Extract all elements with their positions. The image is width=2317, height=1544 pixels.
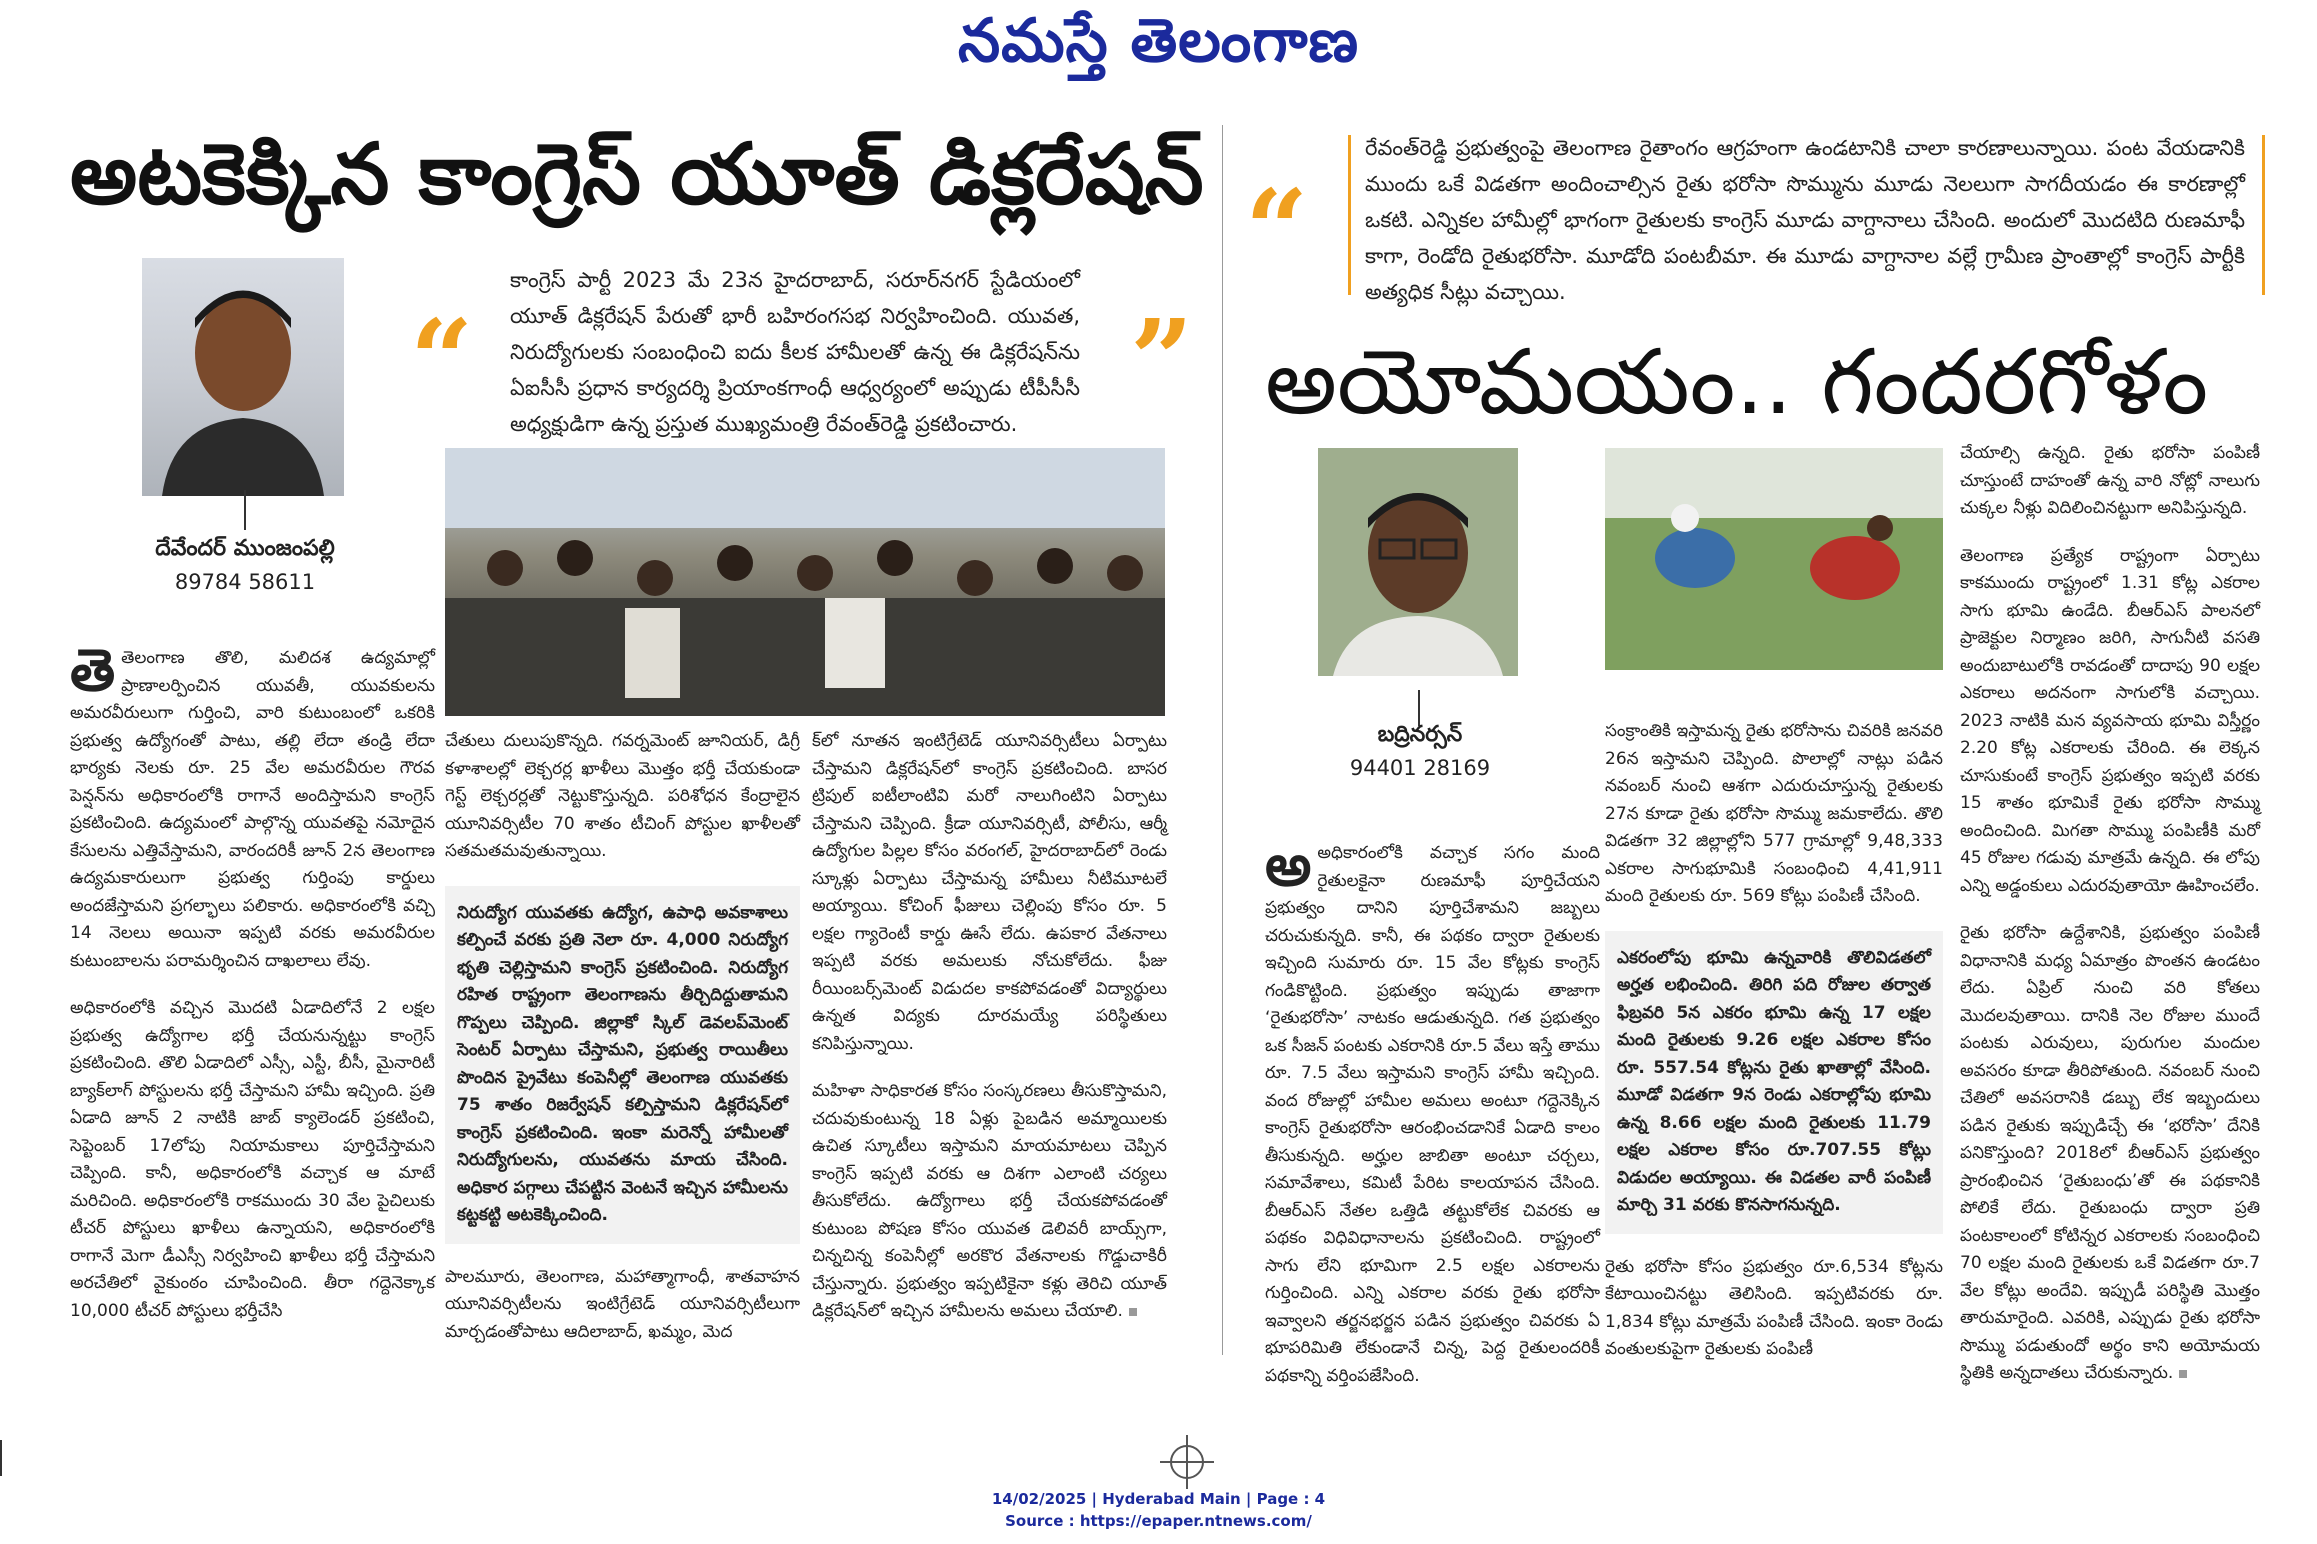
right-col3-para2: తెలంగాణ ప్రత్యేక రాష్ట్రంగా ఏర్పాటు కాకముందు రాష్ట్రంలో 1.31 కోట్ల ఎకరాల సాగు భూమి ఉండేది. బీఆర్‌ఎస్ పాలనలో ప్రాజెక్టుల నిర్మాణం జరిగి, సాగునీటి వసతి అందుబాటులోకి రావడంతో దాదాపు 90 లక్షల ఎకరాలు అదనంగా సాగులోకి వచ్చాయి. 2023 నాటికి మన వ్యవసాయ భూమి విస్తీర్ణం 2.20 కోట్ల ఎకరాలకు చేరింది. ఈ లెక్కన చూసుకుంటే కాంగ్రెస్ ప్రభుత్వం ఇప్పటి వరకు 15 శాతం భూమికే రైతు భరోసా సొమ్ము అందించింది. మిగతా సొమ్ము పంపిణీకి మరో 45 రోజుల గడువు మాత్రమే ఉన్నది. ఈ లోపు ఎన్ని అడ్డంకులు ఎదురవుతాయో ఊహించలేం.	[1960, 545, 2260, 896]
byline-rule-right	[1418, 690, 1420, 726]
right-col2-highlight-box: ఎకరంలోపు భూమి ఉన్నవారికి తొలివిడతలో అర్హత లభించింది. తిరిగి పది రోజుల తర్వాత ఫిబ్రవరి 5న ఎకరం భూమి ఉన్న 17 లక్షల మంది రైతులకు 9.26 లక్షల ఎకరాల కోసం రూ. 557.54 కోట్లను రైతు ఖాతాల్లో వేసింది. మూడో విడతగా 9న రెండు ఎకరాల్లోపు భూమి ఉన్న 8.66 లక్షల మంది రైతులకు 11.79 లక్షల ఎకరాల కోసం రూ.707.55 కోట్లు విడుదల అయ్యాయి. ఈ విడతల వారీ పంపిణీ మార్చి 31 వరకు కొనసాగనున్నది.	[1605, 931, 1943, 1234]
intro-left-rule	[1348, 135, 1351, 295]
left-headline: అటకెక్కిన కాంగ్రెస్ యూత్ డిక్లరేషన్	[70, 125, 1204, 223]
farm-illustration	[1605, 448, 1943, 670]
crowd-illustration	[445, 448, 1165, 716]
author-name: దేవేందర్ ముంజంపల్లి	[155, 536, 335, 561]
left-col2-highlight-box: నిరుద్యోగ యువతకు ఉద్యోగ, ఉపాధి అవకాశాలు కల్పించే వరకు ప్రతి నెలా రూ. 4,000 నిరుద్యోగ భృతి చెల్లిస్తామని కాంగ్రెస్ ప్రకటించింది. నిరుద్యోగ రహిత రాష్ట్రంగా తెలంగాణను తీర్చిదిద్దుతామని గొప్పలు చెప్పింది. జిల్లాకో స్కిల్ డెవలప్‌మెంట్ సెంటర్ ఏర్పాటు చేస్తామని, ప్రభుత్వ రాయితీలు పొందిన ప్రైవేటు కంపెనీల్లో తెలంగాణ యువతకు 75 శాతం రిజర్వేషన్ కల్పిస్తామని డిక్లరేషన్‌లో కాంగ్రెస్ ప్రకటించింది. ఇంకా మరెన్నో హామీలతో నిరుద్యోగులను, యువతను మాయ చేసింది. అధికార పగ్గాలు చేపట్టిన వెంటనే ఇచ్చిన హామీలను కట్టకట్టి అటకెక్కించింది.	[445, 886, 800, 1244]
left-col2-para1: చేతులు దులుపుకొన్నది. గవర్నమెంట్ జూనియర్, డిగ్రీ కళాశాలల్లో లెక్చరర్ల ఖాళీలు మొత్తం భర్తీ చేయకుండా గెస్ట్ లెక్చరర్లతో నెట్టుకొస్తున్నది. పరిశోధన కేంద్రాలైన యూనివర్సిటీల 70 శాతం టీచింగ్ పోస్టుల ఖాళీలతో సతమతమవుతున్నాయి.	[445, 731, 800, 861]
left-col1-para2: అధికారంలోకి వచ్చిన మొదటి ఏడాదిలోనే 2 లక్షల ప్రభుత్వ ఉద్యోగాల భర్తీ చేయనున్నట్టు కాంగ్రెస్ ప్రకటించింది. తొలి ఏడాదిలో ఎస్సీ, ఎస్టీ, బీసీ, మైనారిటీ బ్యాక్‌లాగ్ పోస్టులను భర్తీ చేస్తామని హామీ ఇచ్చింది. ప్రతి ఏడాది జూన్ 2 నాటికి జాబ్ క్యాలెండర్ ప్రకటించి, సెప్టెంబర్ 17లోపు నియామకాలు పూర్తిచేస్తామని చెప్పింది. కానీ, అధికారంలోకి వచ్చాక ఆ మాటే మరిచింది. అధికారంలోకి రాకముందు 30 వేల పైచిలుకు టీచర్ పోస్టులు ఖాళీలు ఉన్నాయని, అధికారంలోకి రాగానే మెగా డీఎస్సీ నిర్వహించి ఖాళీలు భర్తీ చేస్తామని అరచేతిలో వైకుంఠం చూపించింది. తీరా గద్దెనెక్కాక 10,000 టీచర్ పోస్టులు భర్తీచేసి	[70, 998, 435, 1321]
right-column-3	[1960, 440, 2260, 1408]
farmers-field-photo	[1605, 448, 1943, 670]
left-col1-para1: తెలంగాణ తొలి, మలిదశ ఉద్యమాల్లో ప్రాణాలర్పించిన యువతీ, యువకులను అమరవీరులుగా గుర్తించి, వారి కుటుంబంలో ఒకరికి ప్రభుత్వ ఉద్యోగంతో పాటు, తల్లి లేదా తండ్రి లేదా భార్యకు నెలకు రూ. 25 వేల అమరవీరుల గౌరవ పెన్షన్‌ను అధికారంలోకి రాగానే అందిస్తామని కాంగ్రెస్ ప్రకటించింది. ఉద్యమంలో పాల్గొన్న యువతపై నమోదైన కేసులను ఎత్తివేస్తామని, వారందరికీ జూన్ 2న తెలంగాణ ఉద్యమకారులుగా ప్రభుత్వ గుర్తింపు కార్డులు అందజేస్తామని ప్రగల్భాలు పలికారు. అధికారంలోకి వచ్చి 14 నెలలు అయినా ఇప్పటి వరకు అమరవీరుల కుటుంబాలను పరామర్శించిన దాఖలాలు లేవు.	[70, 648, 435, 971]
right-column-1	[1265, 831, 1600, 1410]
right-byline	[1300, 722, 1540, 780]
left-column-3	[812, 728, 1167, 1346]
left-col3-para2: మహిళా సాధికారత కోసం సంస్కరణలు తీసుకొస్తామని, చదువుకుంటున్న 18 ఏళ్లు పైబడిన అమ్మాయిలకు ఉచిత స్కూటీలు ఇస్తామని మాయమాటలు చెప్పిన కాంగ్రెస్ ఇప్పటి వరకు ఆ దిశగా ఎలాంటి చర్యలు తీసుకోలేదు. ఉద్యోగాలు భర్తీ చేయకపోవడంతో కుటుంబ పోషణ కోసం యువత డెలివరీ బాయ్స్‌గా, చిన్నచిన్న కంపెనీల్లో అరకొర వేతనాలకు గొడ్డుచాకిరీ చేస్తున్నారు. ప్రభుత్వం ఇప్పటికైనా కళ్లు తెరిచి యూత్ డిక్లరేషన్‌లో ఇచ్చిన హామీలను అమలు చేయాలి.	[812, 1081, 1167, 1321]
left-byline	[120, 536, 370, 594]
author-phone-right: 94401 28169	[1349, 756, 1491, 780]
portrait-illustration	[142, 258, 344, 496]
right-intro: రేవంత్‌రెడ్డి ప్రభుత్వంపై తెలంగాణ రైతాంగం ఆగ్రహంగా ఉండటానికి చాలా కారణాలున్నాయి. పంట వేయడానికి ముందు ఒకే విడతగా అందించాల్సిన రైతు భరోసా సొమ్మును మూడు నెలలుగా సాగదీయడం ఈ కారణాల్లో ఒకటి. ఎన్నికల హామీల్లో భాగంగా రైతులకు కాంగ్రెస్ మూడు వాగ్దానాలు చేసింది. అందులో మొదటిది రుణమాఫీ కాగా, రెండోది రైతుభరోసా. మూడోది పంటబీమా. ఈ మూడు వాగ్దానాల వల్లే గ్రామీణ ప్రాంతాల్లో కాంగ్రెస్ పార్టీకి అత్యధిక సీట్లు వచ్చాయి.	[1365, 136, 2245, 304]
left-column-1	[70, 636, 435, 1345]
crop-mark	[0, 1440, 2, 1476]
end-mark-icon-right	[2179, 1370, 2187, 1378]
intro-right-rule	[2262, 135, 2265, 295]
author-name-right: బద్రినర్సన్	[1377, 722, 1463, 747]
author-photo-devender	[142, 258, 344, 496]
footer-source-link[interactable]: Source : https://epaper.ntnews.com/	[1005, 1512, 1312, 1530]
right-col3-para1: చేయాల్సి ఉన్నది. రైతు భరోసా పంపిణీ చూస్తుంటే దాహంతో ఉన్న వారి నోట్లో నాలుగు చుక్కల నీళ్లు విదిలించినట్టుగా అనిపిస్తున్నది.	[1960, 443, 2260, 518]
portrait-illustration-2	[1318, 448, 1518, 676]
dropcap-right: అ	[1265, 831, 1312, 899]
left-col3-para1: క్‌లో నూతన ఇంటిగ్రేటెడ్ యూనివర్సిటీలు ఏర్పాటు చేస్తామని డిక్లరేషన్‌లో కాంగ్రెస్ ప్రకటించింది. బాసర ట్రిపుల్ ఐటీలాంటివి మరో నాలుగింటిని ఏర్పాటు చేస్తామని చెప్పింది. క్రీడా యూనివర్సిటీ, పోలీసు, ఆర్మీ ఉద్యోగుల పిల్లల కోసం వరంగల్, హైదరాబాద్‌లో రెండు స్కూళ్లు ఏర్పాటు చేస్తామన్న హామీలు నీటిమూటలే అయ్యాయి. కోచింగ్ ఫీజులు చెల్లింపు కోసం రూ. 5 లక్షల గ్యారెంటీ కార్డు ఊసే లేదు. ఉపకార వేతనాలు ఇప్పటి వరకు అమలుకు నోచుకోలేదు. ఫీజు రీయింబర్స్‌మెంట్ విడుదల కాకపోవడంతో విద్యార్థులు ఉన్నత విద్యకు దూరమయ్యే పరిస్థితులు కనిపిస్తున్నాయి.	[812, 731, 1167, 1054]
right-col2-para1: సంక్రాంతికి ఇస్తామన్న రైతు భరోసాను చివరికి జనవరి 26న ఇస్తామని చెప్పింది. పొలాల్లో నాట్లు పడిన నవంబర్ నుంచి ఆశగా ఎదురుచూస్తున్న రైతులకు 27న కూడా రైతు భరోసా సొమ్ము జమకాలేదు. తొలి విడతగా 32 జిల్లాల్లోని 577 గ్రామాల్లో 9,48,333 ఎకరాల సాగుభూమికి సంబంధించి 4,41,911 మంది రైతులకు రూ. 569 కోట్లు పంపిణీ చేసింది.	[1605, 721, 1943, 906]
right-column-2	[1605, 718, 1943, 1384]
author-phone: 89784 58611	[174, 570, 316, 594]
author-photo-badrinarsan	[1318, 448, 1518, 676]
right-col1-para1: అధికారంలోకి వచ్చాక సగం మంది రైతులకైనా రుణమాఫీ పూర్తిచేయని ప్రభుత్వం దానిని పూర్తిచేశామని జబ్బలు చరుచుకున్నది. కానీ, ఈ పథకం ద్వారా రైతులకు ఇచ్చింది సుమారు రూ. 15 వేల కోట్లకు కాంగ్రెస్ గండికొట్టింది. ప్రభుత్వం ఇప్పుడు తాజాగా ‘రైతుభరోసా’ నాటకం ఆడుతున్నది. గత ప్రభుత్వం ఒక సీజన్ పంటకు ఎకరానికి రూ.5 వేలు ఇస్తే తాము రూ. 7.5 వేలు ఇస్తామని కాంగ్రెస్ హామీ ఇచ్చింది. వంద రోజుల్లో హామీల అమలు అంటూ గద్దెనెక్కిన కాంగ్రెస్ రైతుభరోసా ఆరంభించడానికే ఏడాది కాలం తీసుకున్నది. అర్హుల జాబితా అంటూ చర్చలు, సమావేశాలు, కమిటీ పేరిట కాలయాపన చేసింది. బీఆర్‌ఎస్ నేతల ఒత్తిడి తట్టుకోలేక చివరకు ఆ పథకం విధివిధానాలను ప్రకటించింది. రాష్ట్రంలో సాగు లేని భూమిగా 2.5 లక్షల ఎకరాలను గుర్తించింది. ఎన్ని ఎకరాల వరకు రైతు భరోసా ఇవ్వాలని తర్జనభర్జన పడిన ప్రభుత్వం చివరకు ఏ భూపరిమితి లేకుండానే చిన్న, పెద్ద రైతులందరికీ పథకాన్ని వర్తింపజేసింది.	[1265, 843, 1600, 1386]
left-intro: కాంగ్రెస్ పార్టీ 2023 మే 23న హైదరాబాద్, సరూర్‌నగర్ స్టేడియంలో యూత్ డిక్లరేషన్ పేరుతో భారీ బహిరంగసభ నిర్వహించింది. యువత, నిరుద్యోగులకు సంబంధించి ఐదు కీలక హామీలతో ఉన్న ఈ డిక్లరేషన్‌ను ఏఐసీసీ ప్రధాన కార్యదర్శి ప్రియాంకగాంధీ ఆధ్వర్యంలో అప్పుడు టీపీసీసీ అధ్యక్షుడిగా ఉన్న ప్రస్తుత ముఖ్యమంత్రి రేవంత్‌రెడ్డి ప్రకటించారు.	[510, 268, 1080, 436]
masthead-logo: నమస్తే తెలంగాణ	[957, 6, 1360, 76]
byline-rule	[244, 490, 246, 530]
close-quote-icon: ”	[1130, 295, 1194, 424]
left-column-2	[445, 728, 800, 1366]
right-quote-icon: “	[1245, 165, 1309, 294]
footer-edition: 14/02/2025 | Hyderabad Main | Page : 4	[991, 1490, 1326, 1508]
right-headline: అయోమయం.. గందరగోళం	[1265, 330, 2209, 435]
right-col3-para3: రైతు భరోసా ఉద్దేశానికి, ప్రభుత్వం పంపిణీ విధానానికి మధ్య ఏమాత్రం పొంతన ఉండటం లేదు. ఏప్రిల్ నుంచి వరి కోతలు మొదలవుతాయి. దానికి నెల రోజుల ముందే పంటకు ఎరువులు, పురుగుల మందుల అవసరం కూడా తీరిపోతుంది. నవంబర్ నుంచి చేతిలో అవసరానికి డబ్బు లేక ఇబ్బందులు పడిన రైతుకు ఇప్పుడిచ్చే ఈ ‘భరోసా’ దేనికి పనికొస్తుంది? 2018లో బీఆర్‌ఎస్ ప్రభుత్వం ప్రారంభించిన ‘రైతుబంధు’తో ఈ పథకానికి పోలికే లేదు. రైతుబంధు ద్వారా ప్రతి పంటకాలంలో కోటిన్నర ఎకరాలకు సంబంధించి 70 లక్షల మంది రైతులకు ఒకే విడతగా రూ.7 వేల కోట్లు అందేవి. ఇప్పుడీ పరిస్థితి మొత్తం తారుమారైంది. ఎవరికి, ఎప్పుడు రైతు భరోసా సొమ్ము పడుతుందో అర్థం కాని అయోమయ స్థితికి అన్నదాతలు చేరుకున్నారు.	[1960, 923, 2260, 1383]
right-col2-para3: రైతు భరోసా కోసం ప్రభుత్వం రూ.6,534 కోట్లను కేటాయించినట్టు తెలిసింది. ఇప్పటివరకు రూ. 1,834 కోట్లు మాత్రమే పంపిణీ చేసింది. ఇంకా రెండు వంతులకుపైగా రైతులకు పంపిణీ	[1605, 1256, 1943, 1359]
dropcap: తె	[70, 636, 116, 704]
youth-rally-photo	[445, 448, 1165, 716]
registration-mark-icon	[1170, 1445, 1204, 1479]
left-col2-para3: పాలమూరు, తెలంగాణ, మహాత్మాగాంధీ, శాతవాహన యూనివర్సిటీలను ఇంటిగ్రేటెడ్ యూనివర్సిటీలుగా మార్చడంతోపాటు ఆదిలాబాద్, ఖమ్మం, మెద	[445, 1266, 800, 1342]
column-divider	[1222, 125, 1223, 1355]
end-mark-icon	[1129, 1308, 1137, 1316]
open-quote-icon: “	[410, 295, 474, 424]
